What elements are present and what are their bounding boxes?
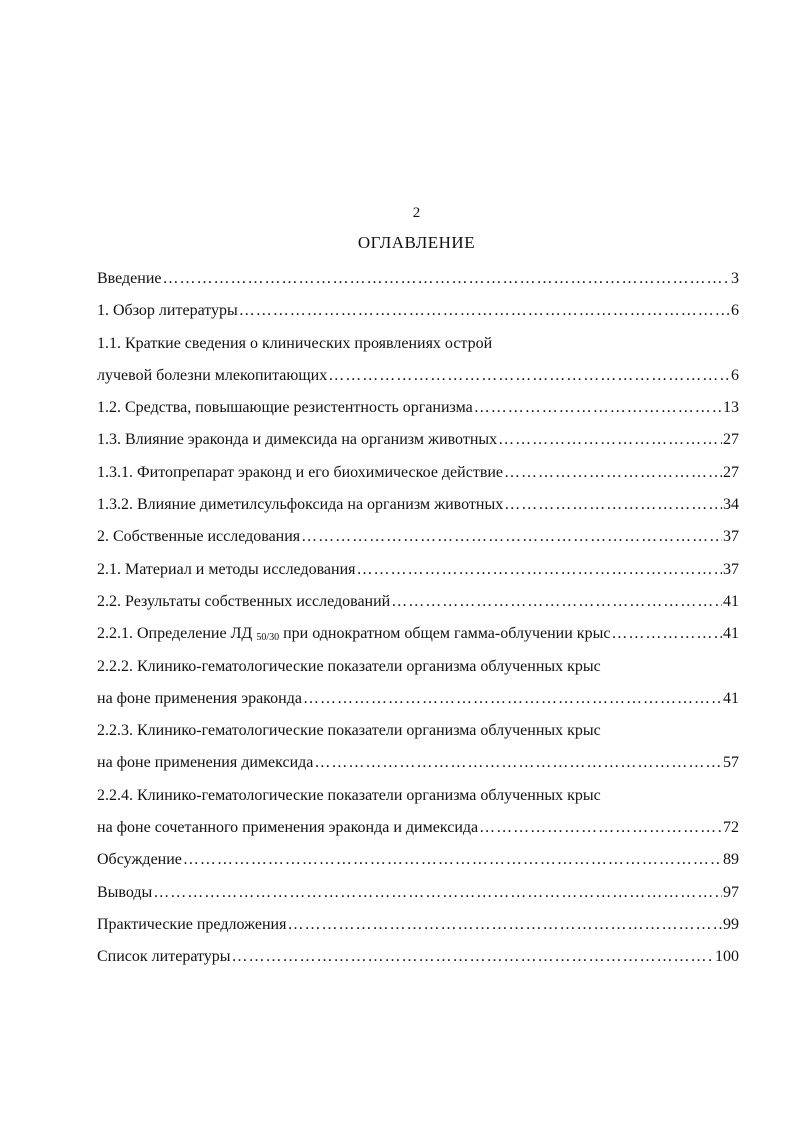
table-of-contents <box>97 263 739 974</box>
toc-page-number: 6 <box>731 302 739 320</box>
toc-entry[interactable] <box>97 328 739 393</box>
toc-entry-title: 1.3.2. Влияние диметилсульфоксида на организм животных <box>97 496 504 514</box>
dot-leader <box>301 521 722 553</box>
toc-entry-title: Обсуждение <box>97 851 182 869</box>
dot-leader <box>391 586 722 618</box>
toc-page-number: 34 <box>723 496 739 514</box>
dot-leader <box>504 457 722 489</box>
toc-entry[interactable] <box>97 715 739 780</box>
toc-entry[interactable] <box>97 618 739 650</box>
toc-entry-title: Введение <box>97 270 162 287</box>
dot-leader <box>479 812 722 844</box>
toc-entry[interactable] <box>97 877 739 909</box>
toc-entry-title: 1.3.1. Фитопрепарат эраконд и его биохимическое действие <box>97 463 504 481</box>
dot-leader <box>611 618 722 650</box>
toc-page-number: 100 <box>715 948 739 966</box>
dot-leader <box>498 424 722 456</box>
toc-page-number: 3 <box>731 270 739 287</box>
toc-entry-title: 2.1. Материал и методы исследования <box>97 560 356 578</box>
dot-leader <box>314 747 722 779</box>
toc-entry-title-continued: на фоне сочетанного применения эраконда и димексида <box>97 819 479 837</box>
toc-entry-title-continued: на фоне применения эраконда <box>97 689 302 707</box>
toc-entry-title-continued: на фоне применения димексида <box>97 754 314 772</box>
toc-page-number: 27 <box>723 463 739 481</box>
toc-entry[interactable] <box>97 489 739 521</box>
toc-page-number: 13 <box>723 399 739 417</box>
toc-entry-title-suffix: при однократном общем гамма-облучении крыс <box>279 625 611 643</box>
ld-subscript: 50/30 <box>256 632 280 644</box>
toc-entry-title: 2.2.3. Клинико-гематологические показатели организма облученных крыс <box>97 722 601 740</box>
toc-entry-title: 2. Собственные исследования <box>97 528 301 546</box>
toc-entry-title: Список литературы <box>97 948 231 966</box>
toc-page-number: 57 <box>723 754 739 772</box>
toc-entry-title-prefix: 2.2.1. Определение ЛД <box>97 625 257 643</box>
toc-entry[interactable] <box>97 392 739 424</box>
toc-page-number: 99 <box>723 915 739 933</box>
toc-entry[interactable] <box>97 554 739 586</box>
toc-page-number: 97 <box>723 883 739 901</box>
dot-leader <box>232 941 714 973</box>
toc-entry[interactable] <box>97 295 739 327</box>
toc-entry-title: 1. Обзор литературы <box>97 302 238 320</box>
dot-leader <box>163 263 731 295</box>
dot-leader <box>328 360 730 392</box>
toc-page-number: 37 <box>723 528 739 546</box>
dot-leader <box>504 489 722 521</box>
toc-entry-title: 2.2.2. Клинико-гематологические показатели организма облученных крыс <box>97 657 601 675</box>
toc-page-number: 41 <box>723 592 739 610</box>
toc-entry[interactable] <box>97 424 739 456</box>
toc-page-number: 27 <box>723 431 739 449</box>
toc-page-number: 6 <box>731 366 739 384</box>
toc-entry-title: 2.2.4. Клинико-гематологические показатели организма облученных крыс <box>97 786 601 804</box>
page-number: 2 <box>412 205 421 221</box>
toc-entry[interactable] <box>97 521 739 553</box>
toc-entry[interactable] <box>97 586 739 618</box>
toc-entry[interactable] <box>97 457 739 489</box>
toc-entry[interactable] <box>97 651 739 716</box>
toc-entry-title: Выводы <box>97 883 153 901</box>
toc-entry-title: 1.3. Влияние эраконда и димексида на организм животных <box>97 431 498 449</box>
toc-title: ОГЛАВЛЕНИЕ <box>357 233 476 252</box>
toc-entry[interactable] <box>97 941 739 973</box>
dot-leader <box>183 844 722 876</box>
toc-page-number: 41 <box>723 625 739 643</box>
toc-entry[interactable] <box>97 909 739 941</box>
toc-entry[interactable] <box>97 844 739 876</box>
dot-leader <box>153 877 722 909</box>
dot-leader <box>357 554 722 586</box>
dot-leader <box>287 909 722 941</box>
toc-entry[interactable] <box>97 263 739 295</box>
dot-leader <box>474 392 722 424</box>
toc-page-number: 41 <box>723 689 739 707</box>
toc-entry-title: Практические предложения <box>97 915 287 933</box>
toc-entry[interactable] <box>97 780 739 845</box>
toc-entry-title: 1.2. Средства, повышающие резистентность организма <box>97 399 473 417</box>
toc-page-number: 37 <box>723 560 739 578</box>
toc-entry-title: 1.1. Краткие сведения о клинических проявлениях острой <box>97 334 493 352</box>
dot-leader <box>239 295 730 327</box>
toc-entry-title <box>97 618 610 652</box>
toc-entry-title-continued: лучевой болезни млекопитающих <box>97 366 328 384</box>
toc-entry-title: 2.2. Результаты собственных исследований <box>97 592 391 610</box>
toc-page-number: 89 <box>723 851 739 869</box>
toc-page-number: 72 <box>723 819 739 837</box>
dot-leader <box>303 683 722 715</box>
